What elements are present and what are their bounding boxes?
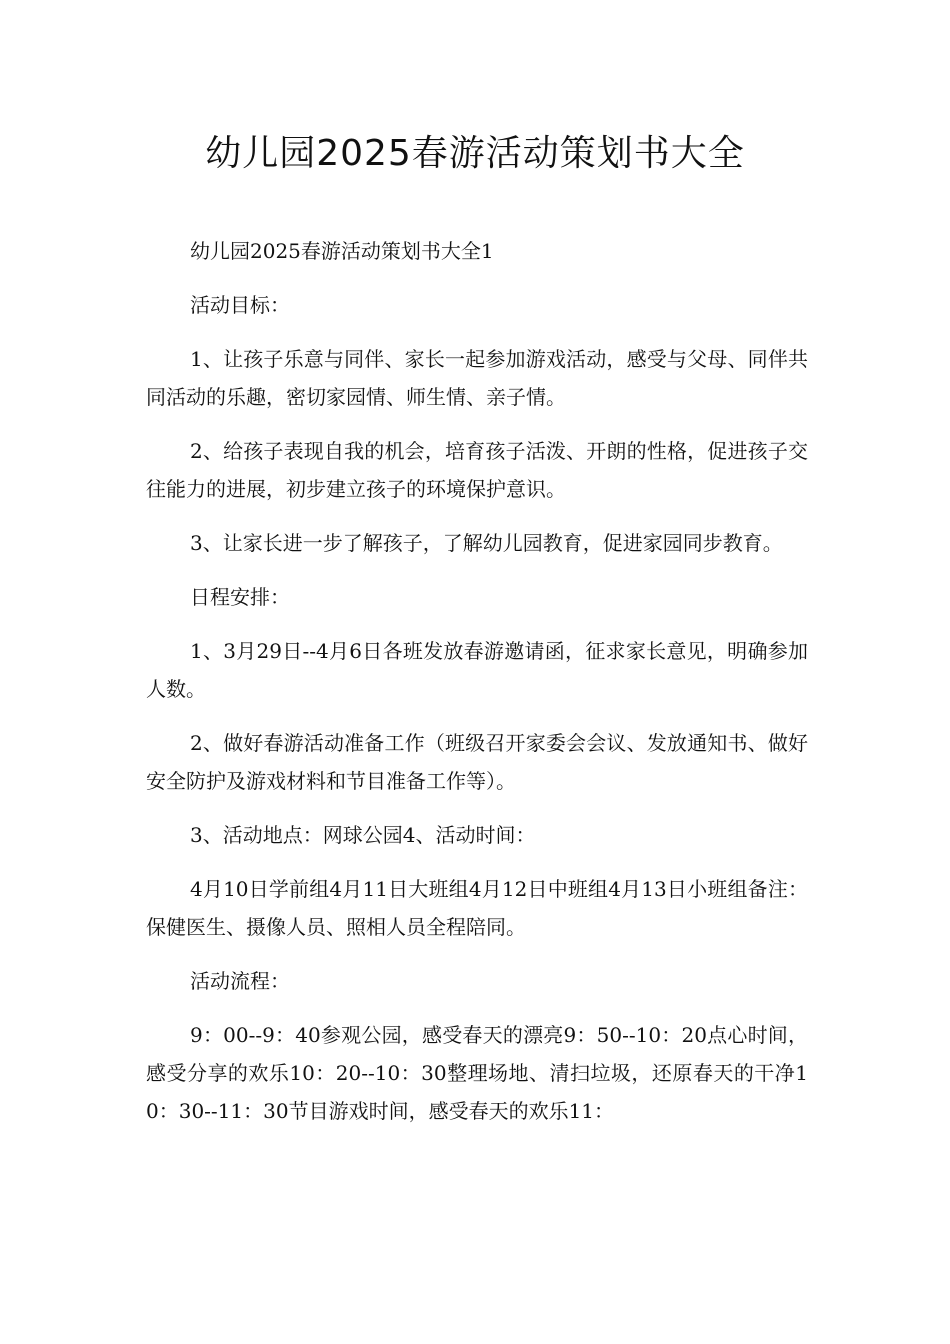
- schedule-heading: 日程安排：: [190, 585, 290, 609]
- goals-heading: 活动目标：: [190, 293, 290, 317]
- goal-item-1: 1、让孩子乐意与同伴、家长一起参加游戏活动，感受与父母、同伴共同活动的乐趣，密切家园情、师生情、亲子情。: [146, 347, 808, 409]
- schedule-item-3: 3、活动地点：网球公园4、活动时间：: [190, 823, 536, 847]
- goal-item-3: 3、让家长进一步了解孩子，了解幼儿园教育，促进家园同步教育。: [190, 531, 783, 555]
- process-timeline: 9：00--9：40参观公园，感受春天的漂亮9：50--10：20点心时间，感受分享的欢乐10：20--10：30整理场地、清扫垃圾，还原春天的干净10：30--11：30节目游戏时间，感受春天的欢乐11：: [146, 1023, 808, 1123]
- document-body: [146, 232, 808, 1130]
- schedule-item-2: 2、做好春游活动准备工作（班级召开家委会会议、发放通知书、做好安全防护及游戏材料和节目准备工作等）。: [146, 731, 808, 793]
- goal-item-2: 2、给孩子表现自我的机会，培育孩子活泼、开朗的性格，促进孩子交往能力的进展，初步建立孩子的环境保护意识。: [146, 439, 808, 501]
- process-heading: 活动流程：: [190, 969, 290, 993]
- schedule-item-1: 1、3月29日--4月6日各班发放春游邀请函，征求家长意见，明确参加人数。: [146, 639, 808, 701]
- section-heading: 幼儿园2025春游活动策划书大全1: [190, 239, 494, 263]
- document-title: 幼儿园2025春游活动策划书大全: [205, 133, 745, 174]
- schedule-dates: 4月10日学前组4月11日大班组4月12日中班组4月13日小班组备注：保健医生、摄像人员、照相人员全程陪同。: [146, 877, 808, 939]
